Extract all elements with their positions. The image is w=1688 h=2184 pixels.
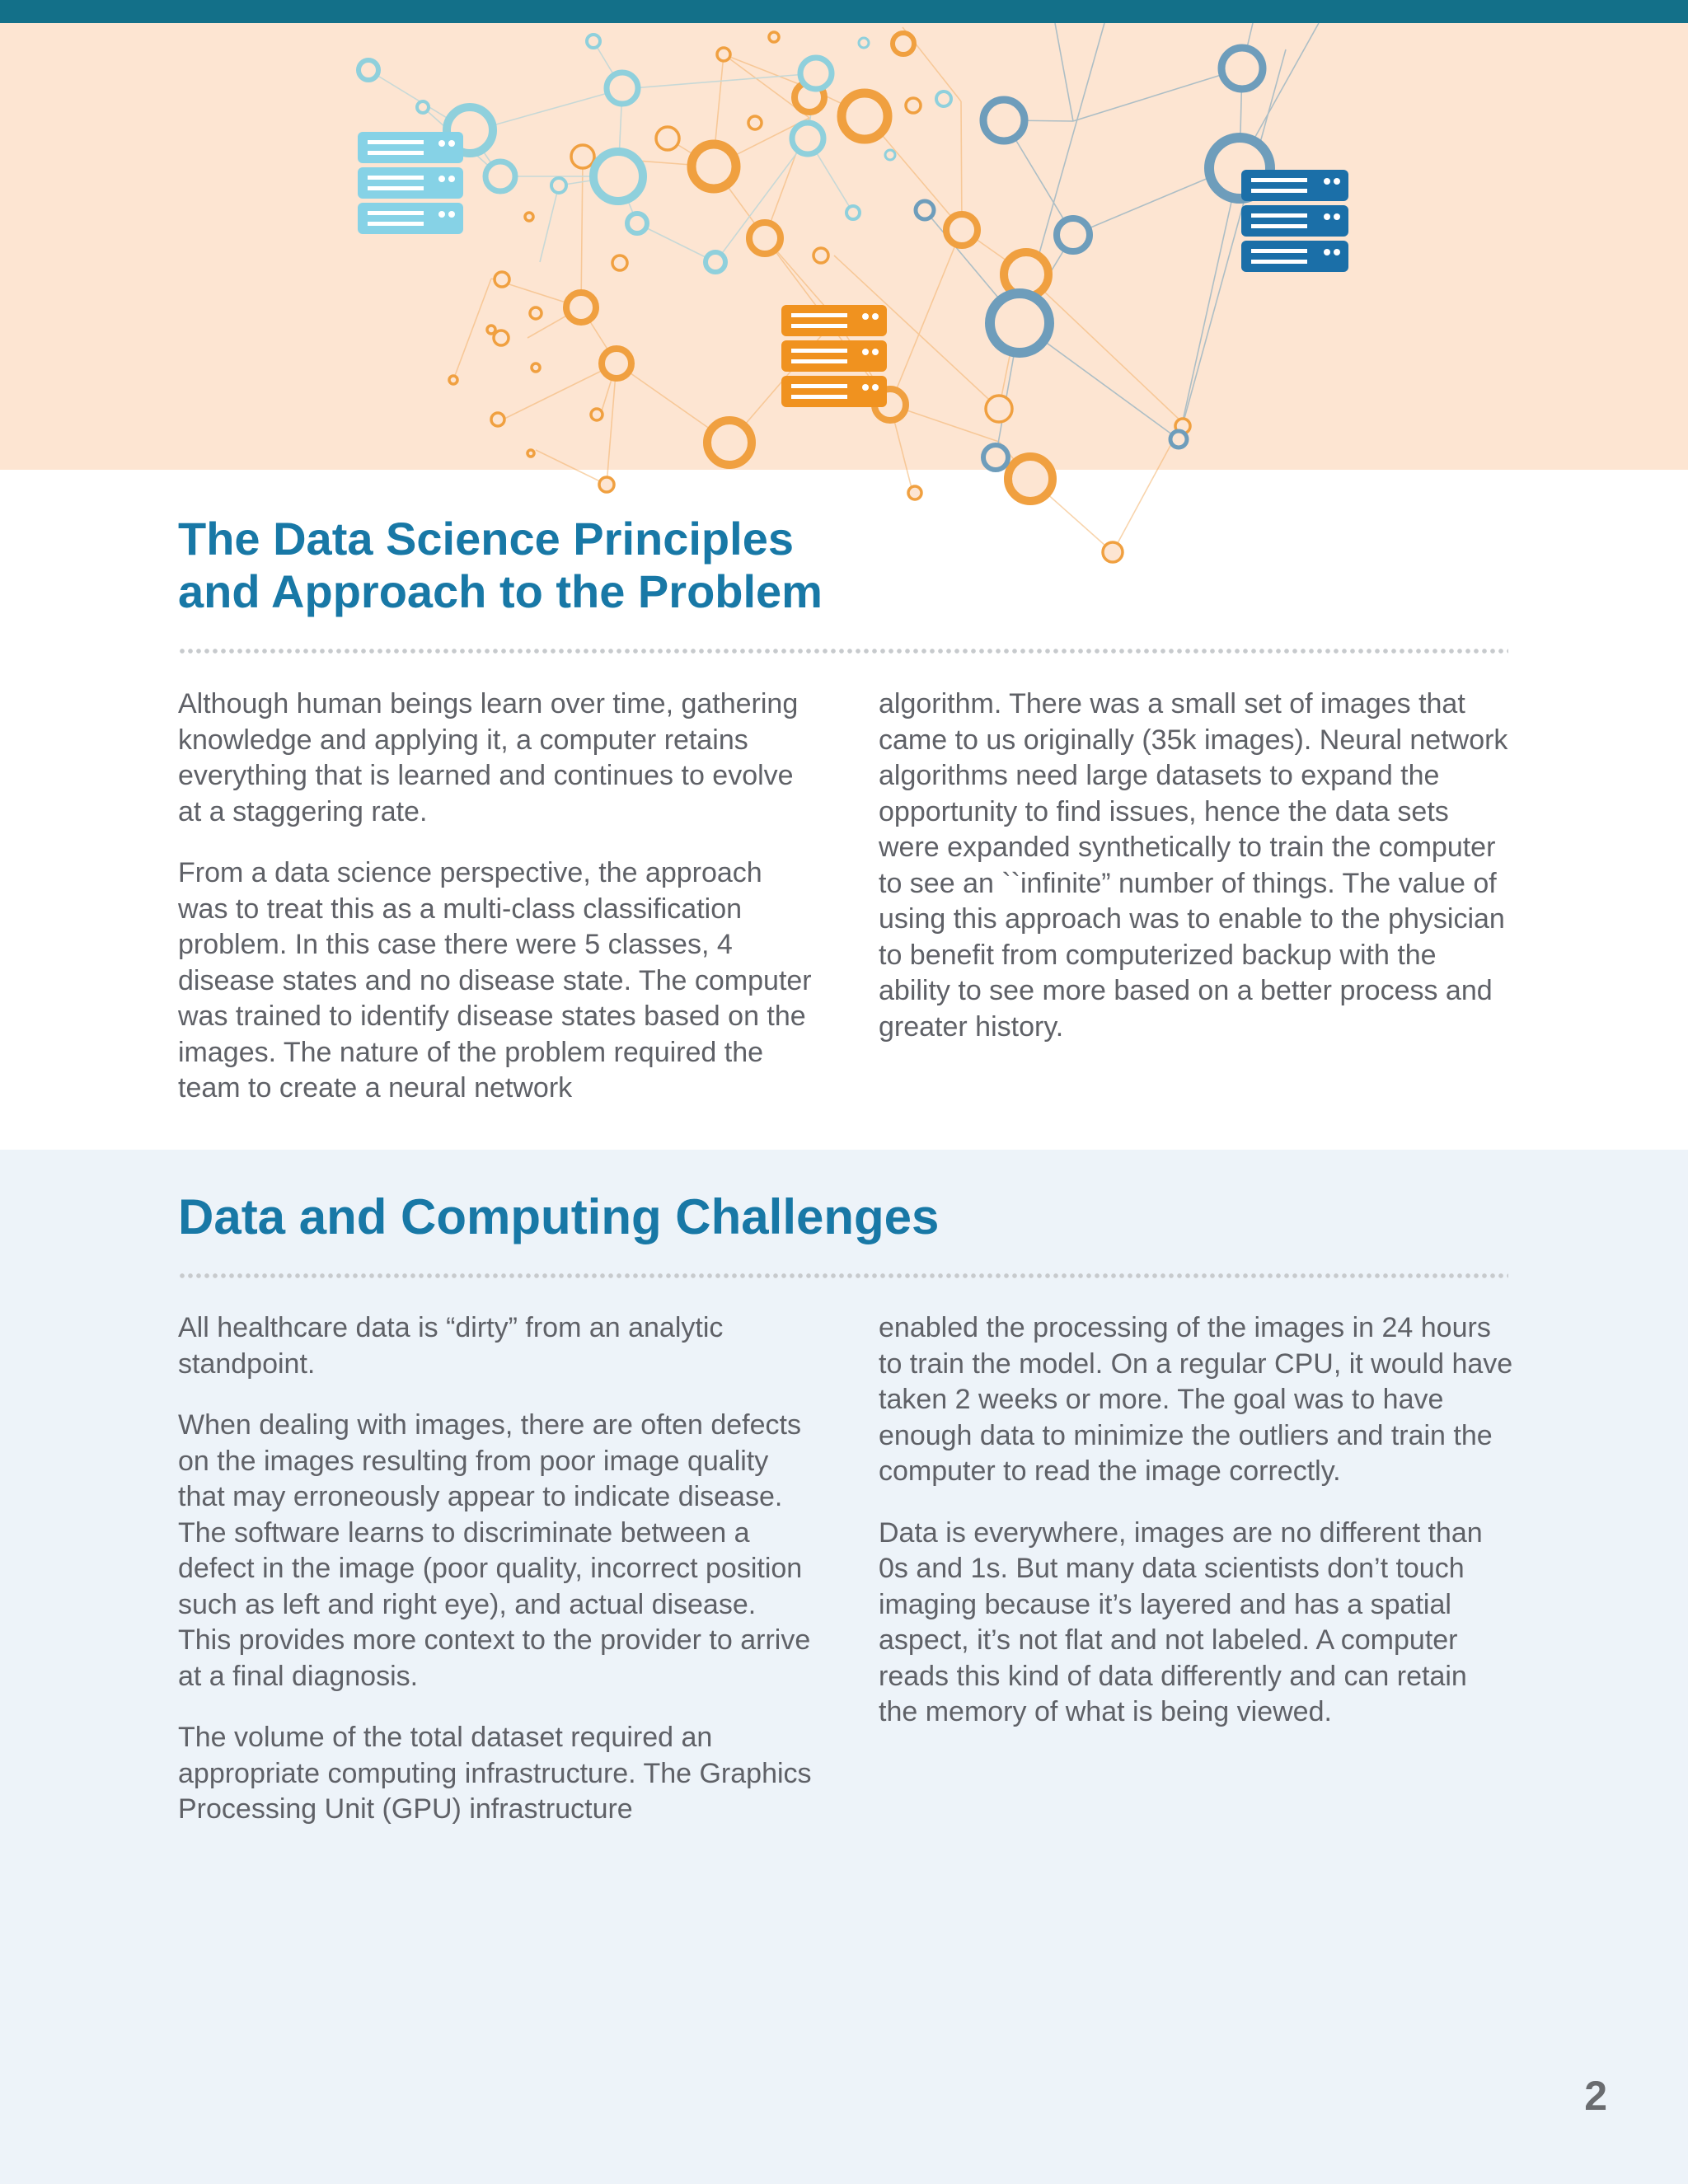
challenges-right-column (879, 1310, 1513, 1756)
title-line-1: The Data Science Principles (178, 513, 794, 565)
principles-left-column (178, 687, 813, 1132)
paragraph: The volume of the total dataset required an appropriate computing infrastructure. The Graphics Processing Unit (GPU) infrastructure (178, 1722, 812, 1825)
section-title-challenges: Data and Computing Challenges (178, 1189, 940, 1244)
server-rack-icon (358, 132, 463, 234)
paragraph: algorithm. There was a small set of images that came to us originally (35k images). Neural network algorithms need large datasets to expand the opportunity to find issues, hence the data sets were expanded synthetically to train the computer to see an ``infinite” number of things. The value of using this approach was to enable to the physician to benefit from computerized backup with the ability to see more based on a better process and greater history. (879, 688, 1508, 1043)
title-line-2: and Approach to the Problem (178, 565, 823, 617)
dotted-divider (178, 648, 1508, 654)
paragraph: When dealing with images, there are often defects on the images resulting from poor image quality that may erroneously appear to indicate disease. The software learns to discriminate between a defect in the image (poor quality, incorrect position such as left and right eye), and actual disease. This provides more context to the provider to arrive at a final diagnosis. (178, 1409, 811, 1692)
challenges-left-column (178, 1310, 813, 1854)
section-title-principles (178, 513, 920, 618)
server-rack-icon (1241, 170, 1348, 272)
page-number: 2 (1584, 2073, 1607, 2119)
server-rack-icon (781, 305, 887, 407)
paragraph: Data is everywhere, images are no different than 0s and 1s. But many data scientists don’t touch imaging because it’s layered and has a spatial aspect, it’s not flat and not labeled. A computer reads this kind of data differently and can retain the memory of what is being viewed. (879, 1516, 1483, 1727)
paragraph: All healthcare data is “dirty” from an analytic standpoint. (178, 1312, 724, 1380)
paragraph: From a data science perspective, the approach was to treat this as a multi-class classification problem. In this case there were 5 classes, 4 disease states and no disease state. The computer was trained to identify disease states based on the images. The nature of the problem required the team to create a neural network (178, 857, 812, 1104)
network-graph-icon (0, 0, 1688, 593)
paragraph: enabled the processing of the images in 24 hours to train the model. On a regular CPU, it would have taken 2 weeks or more. The goal was to have enough data to minimize the outliers and train the computer to read the image correctly. (879, 1312, 1513, 1487)
paragraph: Although human beings learn over time, gathering knowledge and applying it, a computer retains everything that is learned and continues to evolve at a staggering rate. (178, 688, 799, 827)
network-nodes-slate-blue (916, 48, 1270, 470)
network-nodes-orange-large (566, 33, 1053, 501)
principles-right-column (879, 687, 1513, 1071)
dotted-divider (178, 1272, 1508, 1279)
